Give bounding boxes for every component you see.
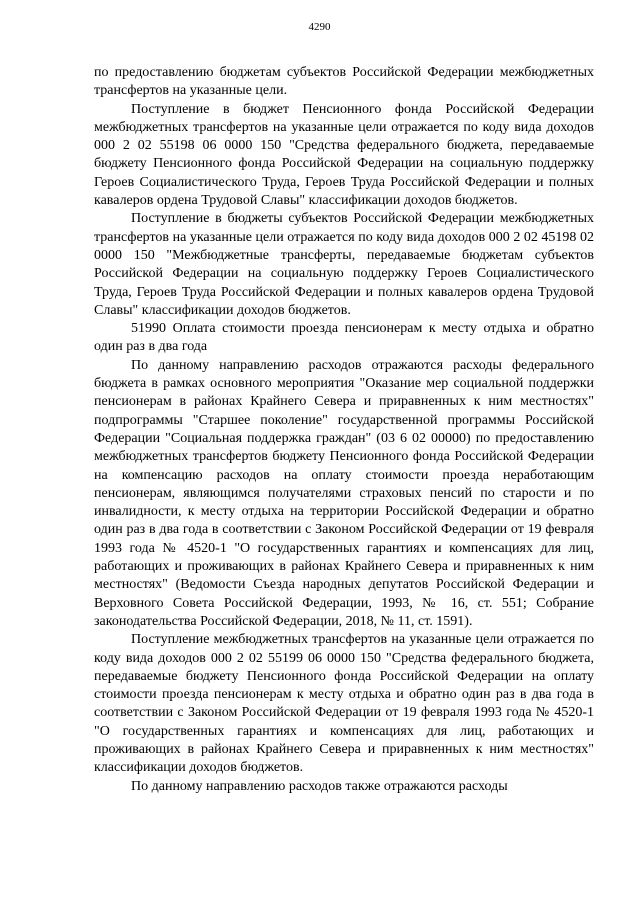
paragraph-51990-expenses: По данному направлению расходов отражаются расходы федерального бюджета в рамках основного мероприятия "Оказание мер социальной поддержки пенсионерам в районах Крайнего Севера и приравненных к ним местностях" подпрограммы "Старшее поколение" государственной программы Российской Федерации "Социальная поддержка граждан" (03 6 02 00000) по предоставлению межбюджетных трансфертов бюджету Пенсионного фонда Российской Федерации на компенсацию расходов на оплату стоимости проезда неработающим пенсионерам, являющимся получателями страховых пенсий по старости и по инвалидности, к месту отдыха на территории Российской Федерации и обратно один раз в два года в соответствии с Законом Российской Федерации от 19 февраля 1993 года № 4520-1 "О государственных гарантиях и компенсациях для лиц, работающих и проживающих в районах Крайнего Севера и приравненных к ним местностях" (Ведомости Съезда народных депутатов Российской Федерации и Верховного Совета Российской Федерации, 1993, № 16, ст. 551; Собрание законодательства Российской Федерации, 2018, № 11, ст. 1591). bbox=[94, 357, 594, 629]
document-body bbox=[94, 64, 594, 796]
page-number: 4290 bbox=[308, 21, 331, 33]
paragraph-additional-expenses: По данному направлению расходов также отражаются расходы bbox=[131, 778, 508, 794]
paragraph-pension-fund-receipt: Поступление в бюджет Пенсионного фонда Российской Федерации межбюджетных трансфертов на указанные цели отражается по коду вида доходов 000 2 02 55198 06 0000 150 "Средства федерального бюджета, передаваемые бюджету Пенсионного фонда Российской Федерации на социальную поддержку Героев Социалистического Труда, Героев Труда Российской Федерации и полных кавалеров ордена Трудовой Славы" классификации доходов бюджетов. bbox=[94, 101, 594, 209]
paragraph-regional-budgets-receipt: Поступление в бюджеты субъектов Российской Федерации межбюджетных трансфертов на указанные цели отражается по коду вида доходов 000 2 02 45198 02 0000 150 "Межбюджетные трансферты, передаваемые бюджетам субъектов Российской Федерации на социальную поддержку Героев Социалистического Труда, Героев Труда Российской Федерации и полных кавалеров ордена Трудовой Славы" классификации доходов бюджетов. bbox=[94, 211, 594, 318]
paragraph-51990-receipt: Поступление межбюджетных трансфертов на указанные цели отражается по коду вида доходов 000 2 02 55199 06 0000 150 "Средства федерального бюджета, передаваемые бюджету Пенсионного фонда Российской Федерации на оплату стоимости проезда пенсионерам к месту отдыха и обратно один раз в два года в соответствии с Законом Российской Федерации от 19 февраля 1993 года № 4520-1 "О государственных гарантиях и компенсациях для лиц, работающих и проживающих в районах Крайнего Севера и приравненных к ним местностях" классификации доходов бюджетов. bbox=[94, 632, 594, 776]
paragraph-continuation: по предоставлению бюджетам субъектов Российской Федерации межбюджетных трансфертов на указанные цели. bbox=[94, 65, 594, 99]
paragraph-code-51990-heading: 51990 Оплата стоимости проезда пенсионерам к месту отдыха и обратно один раз в два года bbox=[94, 321, 594, 355]
